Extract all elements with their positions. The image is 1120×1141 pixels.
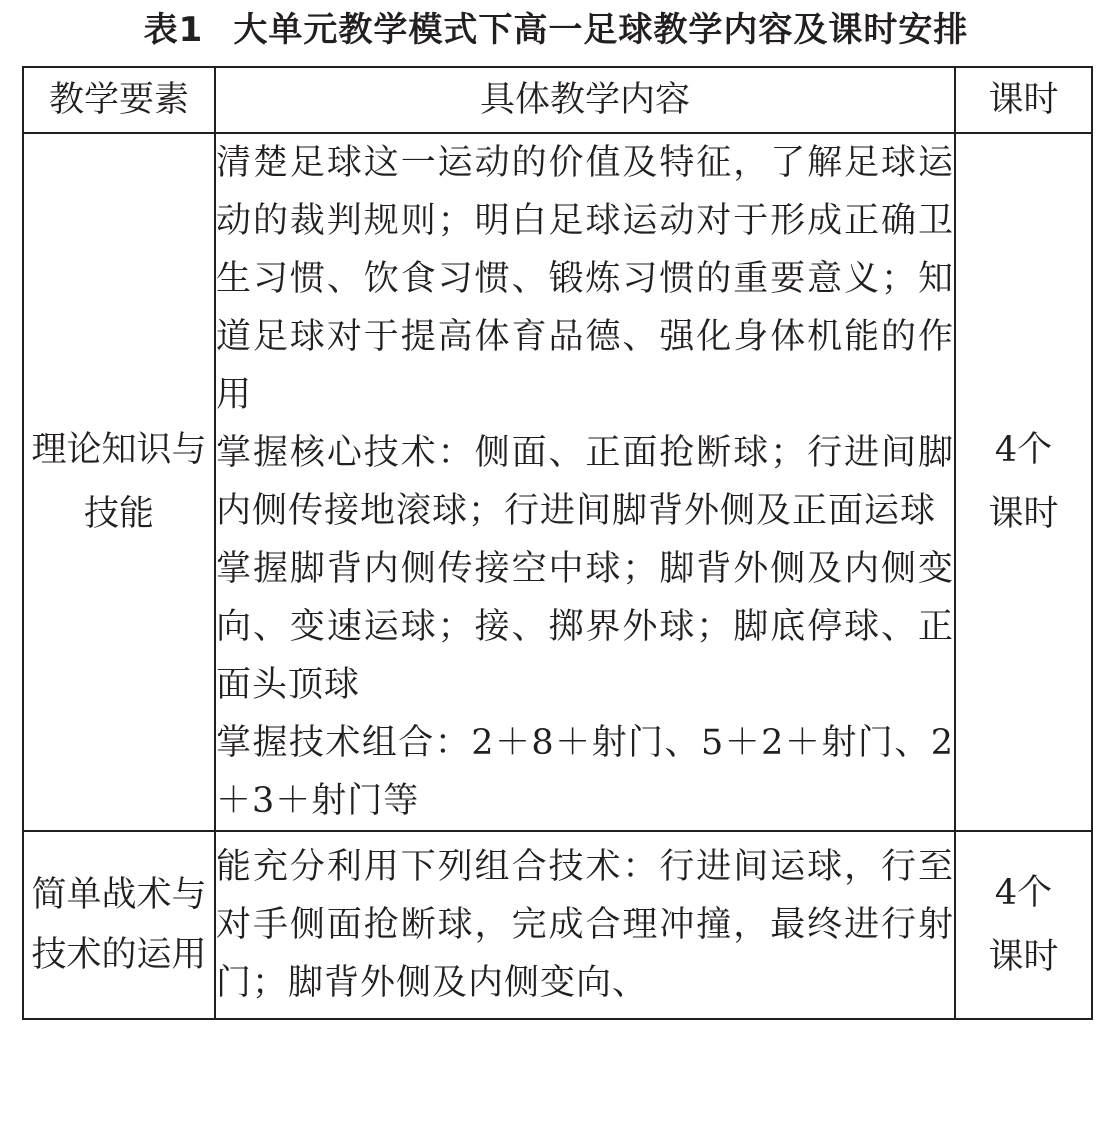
course-schedule-table	[22, 66, 1093, 1020]
row-content-cell	[215, 831, 955, 1019]
table-caption	[0, 6, 1112, 54]
table-header-row	[23, 67, 1092, 133]
header-class-hours: 课时	[955, 67, 1092, 133]
table-row	[23, 831, 1092, 1019]
row-element-label: 简单战术与技术的运用	[23, 831, 215, 1019]
row-class-hours: 4个课时	[955, 831, 1092, 1019]
header-teaching-element: 教学要素	[23, 67, 215, 133]
row-content-cell	[215, 133, 955, 831]
table-row	[23, 133, 1092, 831]
content-paragraph: 掌握脚背内侧传接空中球；脚背外侧及内侧变向、变速运球；接、掷界外球；脚底停球、正面头顶球	[216, 549, 954, 705]
table-number: 表1	[143, 10, 204, 50]
content-paragraph: 掌握核心技术：侧面、正面抢断球；行进间脚内侧传接地滚球；行进间脚背外侧及正面运球	[216, 433, 954, 531]
content-paragraph: 掌握技术组合：2＋8＋射门、5＋2＋射门、2＋3＋射门等	[216, 723, 954, 821]
table-title: 大单元教学模式下高一足球教学内容及课时安排	[233, 10, 969, 50]
row-class-hours: 4个课时	[955, 133, 1092, 831]
row-element-label: 理论知识与技能	[23, 133, 215, 831]
content-paragraph: 能充分利用下列组合技术：行进间运球，行至对手侧面抢断球，完成合理冲撞，最终进行射门；脚背外侧及内侧变向、	[216, 847, 954, 1003]
content-paragraph: 清楚足球这一运动的价值及特征，了解足球运动的裁判规则；明白足球运动对于形成正确卫生习惯、饮食习惯、锻炼习惯的重要意义；知道足球对于提高体育品德、强化身体机能的作用	[216, 143, 954, 415]
header-teaching-content: 具体教学内容	[215, 67, 955, 133]
